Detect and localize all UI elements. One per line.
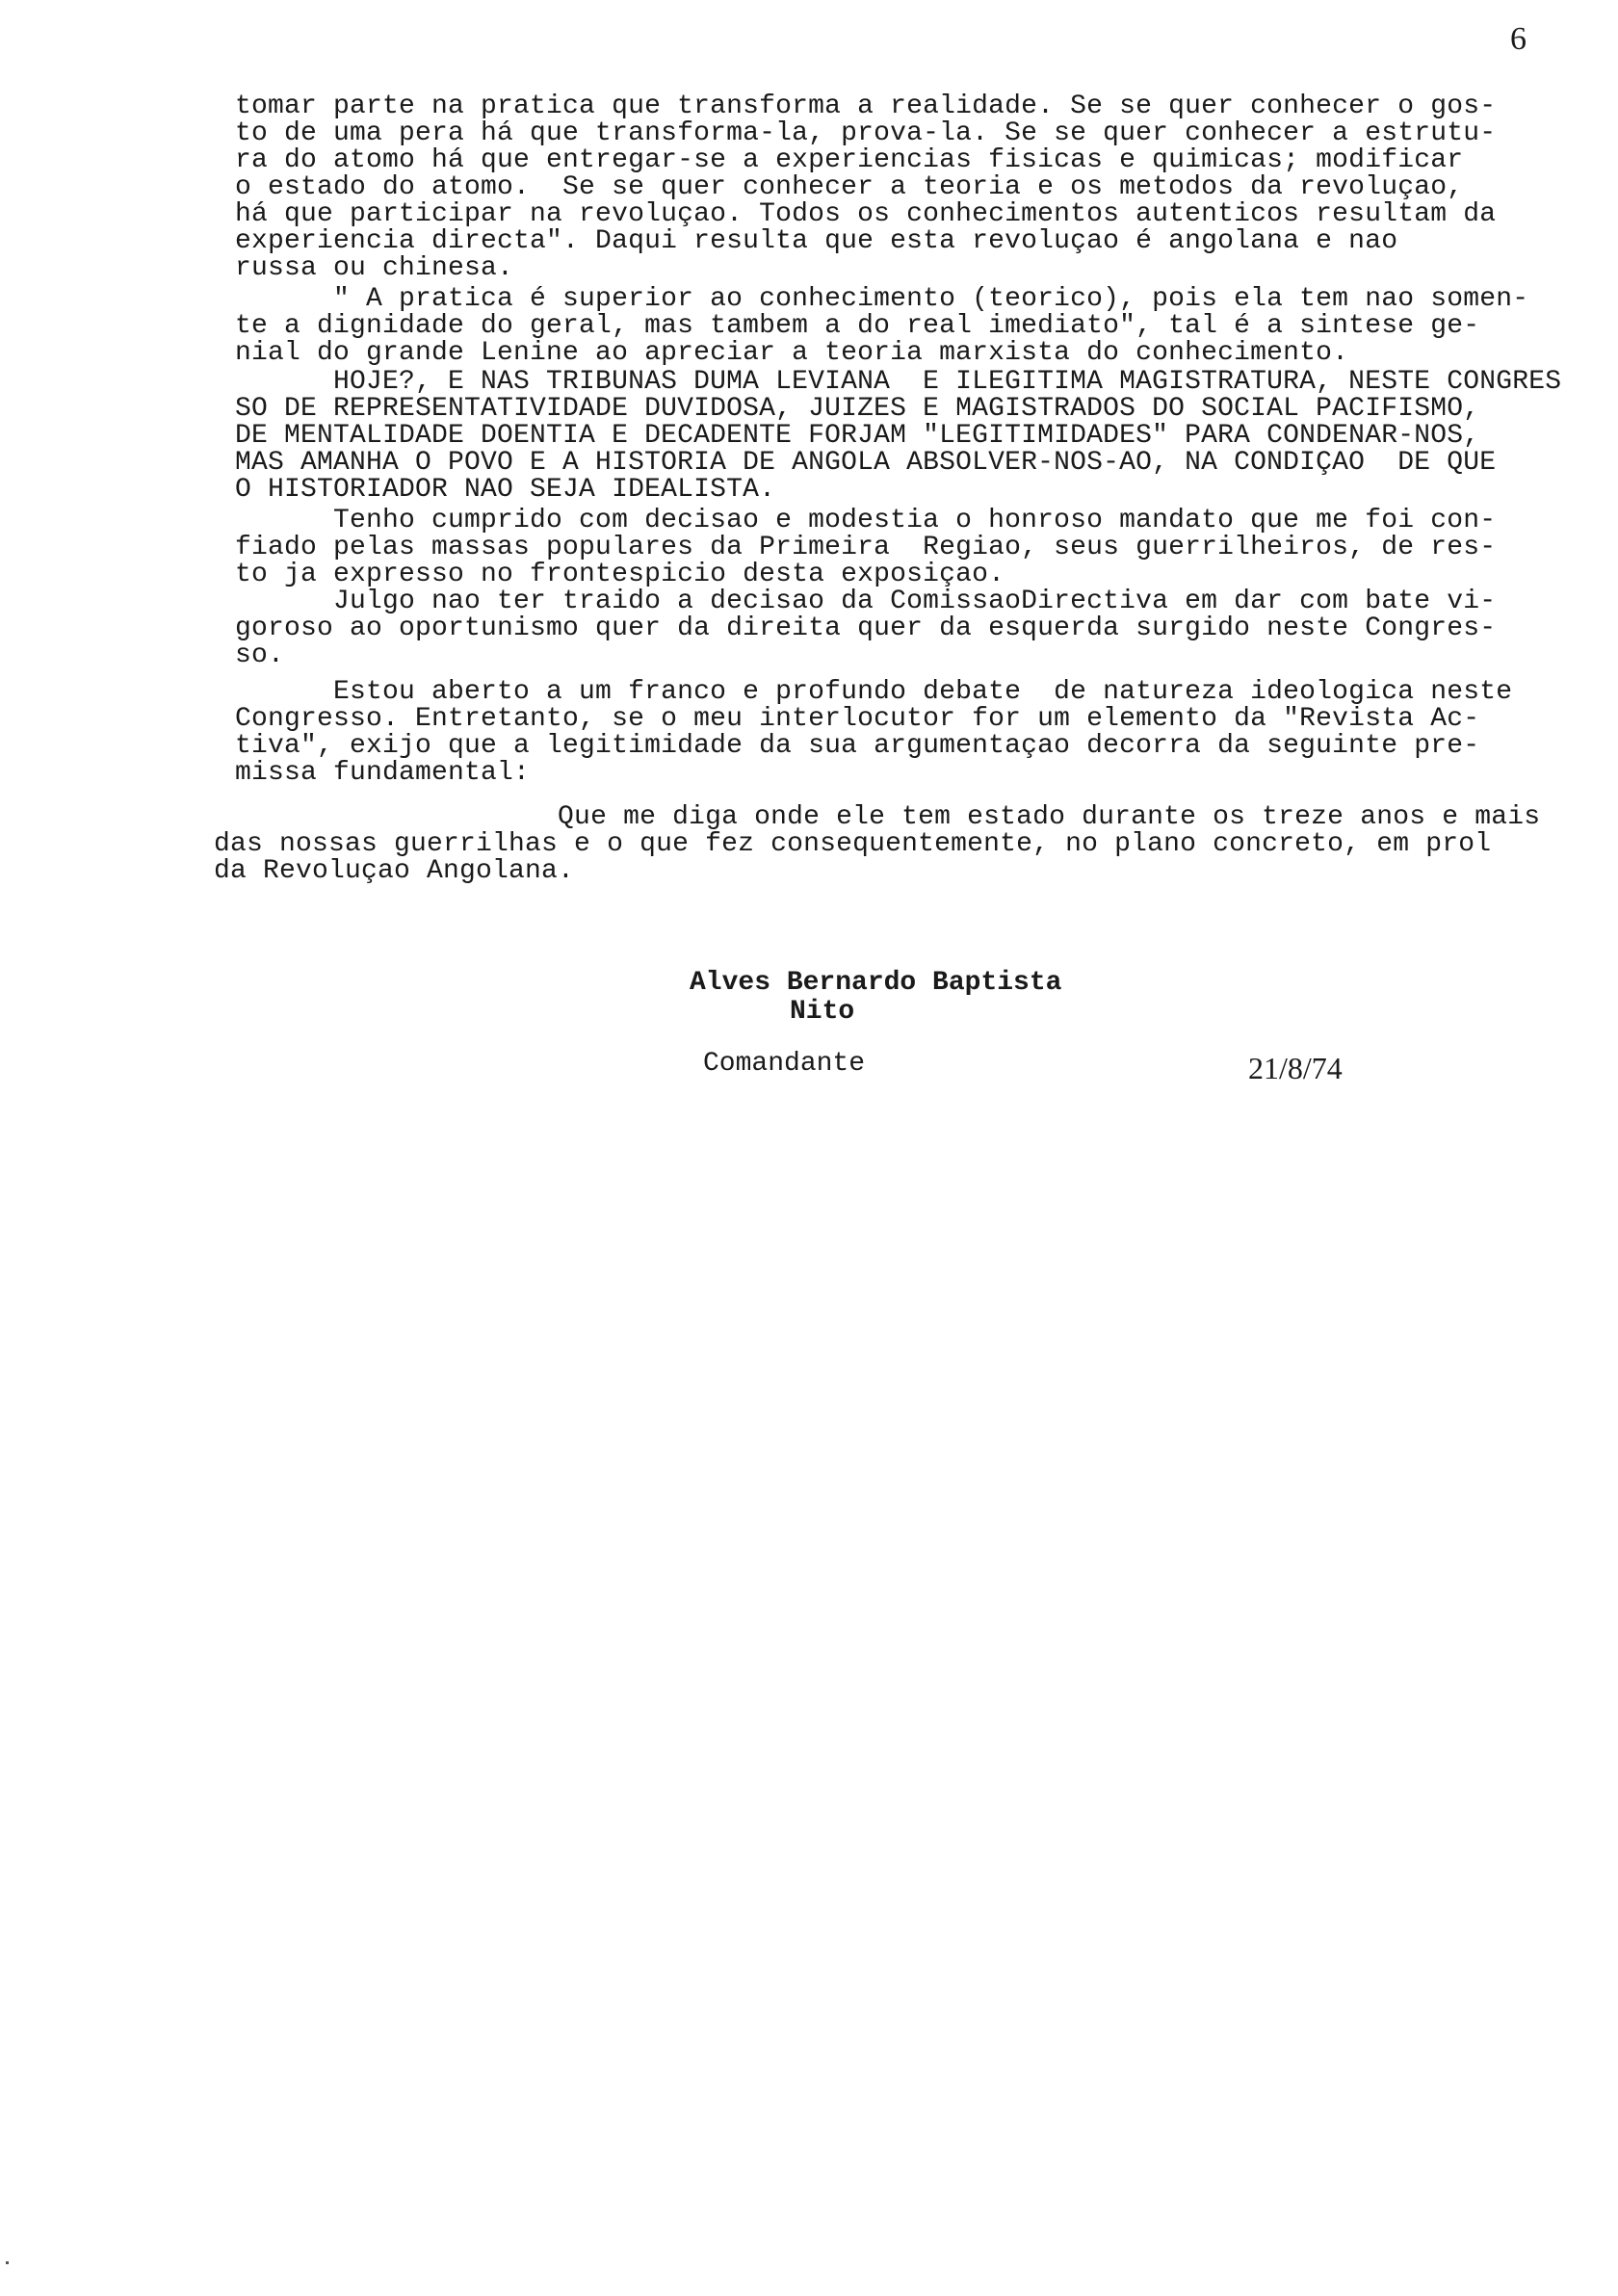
text-line: HOJE?, E NAS TRIBUNAS DUMA LEVIANA E ILEGITIMA MAGISTRATURA, NESTE CONGRES bbox=[235, 367, 1562, 397]
text-line: O HISTORIADOR NAO SEJA IDEALISTA. bbox=[235, 475, 776, 505]
text-line: ra do atomo há que entregar-se a experiencias fisicas e quimicas; modificar bbox=[235, 145, 1464, 175]
signature-title: Comandante bbox=[703, 1049, 866, 1079]
text-line: goroso ao oportunismo quer da direita quer da esquerda surgido neste Congres- bbox=[235, 613, 1497, 643]
text-line: te a dignidade do geral, mas tambem a do real imediato", tal é a sintese ge- bbox=[235, 311, 1480, 341]
signature-alias: Nito bbox=[790, 997, 855, 1027]
text-line: das nossas guerrilhas e o que fez consequentemente, no plano concreto, em prol bbox=[214, 829, 1492, 859]
text-line: nial do grande Lenine ao apreciar a teoria marxista do conhecimento. bbox=[235, 338, 1349, 368]
text-line: fiado pelas massas populares da Primeira Regiao, seus guerrilheiros, de res- bbox=[235, 533, 1497, 562]
scan-speck bbox=[6, 2261, 9, 2264]
text-line: russa ou chinesa. bbox=[235, 253, 514, 283]
text-line: MAS AMANHA O POVO E A HISTORIA DE ANGOLA ABSOLVER-NOS-AO, NA CONDIÇAO DE QUE bbox=[235, 448, 1497, 478]
text-line: tiva", exijo que a legitimidade da sua argumentaçao decorra da seguinte pre- bbox=[235, 731, 1480, 761]
text-line: to de uma pera há que transforma-la, prova-la. Se se quer conhecer a estrutu- bbox=[235, 118, 1497, 148]
text-line: Que me diga onde ele tem estado durante os treze anos e mais bbox=[214, 802, 1541, 832]
text-line: DE MENTALIDADE DOENTIA E DECADENTE FORJAM "LEGITIMIDADES" PARA CONDENAR-NOS, bbox=[235, 421, 1480, 451]
text-line: da Revoluçao Angolana. bbox=[214, 856, 575, 886]
text-line: Julgo nao ter traido a decisao da ComissaoDirectiva em dar com bate vi- bbox=[235, 587, 1497, 616]
text-line: há que participar na revoluçao. Todos os conhecimentos autenticos resultam da bbox=[235, 199, 1497, 229]
text-line: experiencia directa". Daqui resulta que esta revoluçao é angolana e nao bbox=[235, 226, 1398, 256]
signature-date: 21/8/74 bbox=[1248, 1051, 1343, 1085]
text-line: Tenho cumprido com decisao e modestia o honroso mandato que me foi con- bbox=[235, 506, 1497, 535]
text-line: tomar parte na pratica que transforma a realidade. Se se quer conhecer o gos- bbox=[235, 91, 1497, 121]
text-line: so. bbox=[235, 640, 285, 670]
text-line: missa fundamental: bbox=[235, 758, 531, 788]
text-line: " A pratica é superior ao conhecimento (teorico), pois ela tem nao somen- bbox=[235, 284, 1529, 314]
signature-name: Alves Bernardo Baptista bbox=[690, 968, 1062, 998]
text-line: to ja expresso no frontespicio desta exposiçao. bbox=[235, 560, 1005, 589]
text-line: SO DE REPRESENTATIVIDADE DUVIDOSA, JUIZES E MAGISTRADOS DO SOCIAL PACIFISMO, bbox=[235, 394, 1480, 424]
text-line: Estou aberto a um franco e profundo debate de natureza ideologica neste bbox=[235, 677, 1513, 707]
text-line: o estado do atomo. Se se quer conhecer a teoria e os metodos da revoluçao, bbox=[235, 172, 1464, 202]
page-number: 6 bbox=[1510, 21, 1527, 57]
text-line: Congresso. Entretanto, se o meu interlocutor for um elemento da "Revista Ac- bbox=[235, 704, 1480, 734]
